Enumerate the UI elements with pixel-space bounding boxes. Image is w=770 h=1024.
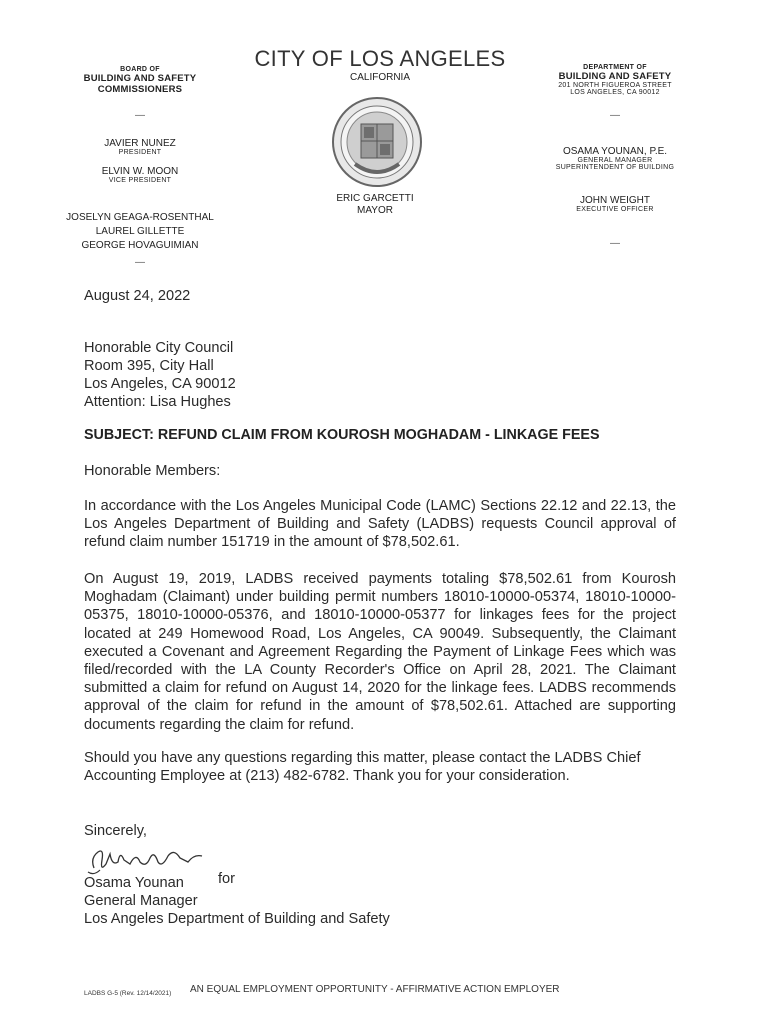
equal-opportunity-statement: AN EQUAL EMPLOYMENT OPPORTUNITY - AFFIRMATIVE ACTION EMPLOYER xyxy=(190,984,560,995)
gm-title: SUPERINTENDENT OF BUILDING xyxy=(555,164,675,171)
address-line: Los Angeles, CA 90012 xyxy=(84,376,236,392)
salutation: Honorable Members: xyxy=(84,463,221,479)
city-seal xyxy=(331,96,423,188)
dept-line2: BUILDING AND SAFETY xyxy=(558,71,672,82)
address-line: Attention: Lisa Hughes xyxy=(84,394,231,410)
paragraph-1: In accordance with the Los Angeles Municipal Code (LAMC) Sections 22.12 and 22.13, the Los Angeles Department of Building and Safety (LADBS) requests Council approval of refund claim number 151719 in the amount of $78,502.61. xyxy=(84,498,676,551)
eo-name: JOHN WEIGHT xyxy=(580,195,650,206)
dept-line1: DEPARTMENT OF xyxy=(583,64,647,71)
dept-address: 201 NORTH FIGUEROA STREET xyxy=(558,82,672,89)
paragraph-3: Should you have any questions regarding this matter, please contact the LADBS Chief Accounting Employee at (213) 482-6782. Thank you for your consideration. xyxy=(84,750,641,785)
form-code: LADBS G-5 (Rev. 12/14/2021) xyxy=(84,990,172,997)
member-name: JAVIER NUNEZ xyxy=(104,138,176,149)
signer-for: for xyxy=(218,871,236,887)
member-name: GEORGE HOVAGUIMIAN xyxy=(81,240,199,251)
mayor-title: MAYOR xyxy=(357,205,393,216)
executive-officer-block xyxy=(535,195,695,213)
department-block xyxy=(535,64,695,96)
signer-organization: Los Angeles Department of Building and Safety xyxy=(84,911,390,927)
board-line1: BOARD OF xyxy=(120,66,160,73)
closing: Sincerely, xyxy=(84,823,147,839)
signer-title: General Manager xyxy=(84,893,198,909)
address-line: Room 395, City Hall xyxy=(84,358,214,374)
letter-date: August 24, 2022 xyxy=(84,288,191,304)
divider-dash: — xyxy=(135,257,145,268)
gm-name: OSAMA YOUNAN, P.E. xyxy=(562,146,668,157)
paragraph-2: On August 19, 2019, LADBS received payments totaling $78,502.61 from Kourosh Moghadam (Claimant) under building permit numbers 18010-10000-05374, 18010-10000-05375, 18010-10000-05376, and 18010-10000-05377 for linkages fees for the project located at 249 Homewood Road, Los Angeles, CA 90049. Subsequently, the Claimant executed a Covenant and Agreement Regarding the Payment of Linkage Fees which was filed/recorded with the LA County Recorder's Office on April 28, 2021. The Claimant submitted a claim for refund on August 14, 2020 for the linkage fees. LADBS recommends approval of the claim for refund in the amount of $78,502.61. Attached are supporting documents regarding the claim for refund. xyxy=(84,571,676,733)
signer-name: Osama Younan xyxy=(84,875,184,891)
board-block xyxy=(50,66,230,95)
subject-line: SUBJECT: REFUND CLAIM FROM KOUROSH MOGHADAM - LINKAGE FEES xyxy=(84,427,600,443)
board-line2: BUILDING AND SAFETY xyxy=(83,73,197,84)
member-title: PRESIDENT xyxy=(118,149,162,156)
address-line: Honorable City Council xyxy=(84,340,234,356)
general-manager-block xyxy=(535,146,695,171)
member-title: VICE PRESIDENT xyxy=(108,177,172,184)
board-members-other xyxy=(30,211,250,253)
mayor-name: ERIC GARCETTI xyxy=(336,193,414,204)
member-name: LAUREL GILLETTE xyxy=(95,226,185,237)
gm-title: GENERAL MANAGER xyxy=(577,157,653,164)
handwritten-signature xyxy=(84,838,214,878)
board-members xyxy=(50,138,230,184)
divider-dash: — xyxy=(135,110,145,121)
eo-title: EXECUTIVE OFFICER xyxy=(576,206,654,213)
divider-dash: — xyxy=(610,110,620,121)
member-name: JOSELYN GEAGA-ROSENTHAL xyxy=(66,212,214,223)
recipient-address xyxy=(84,339,236,411)
state-label: CALIFORNIA xyxy=(349,72,410,83)
city-title: CITY OF LOS ANGELES xyxy=(254,46,506,71)
member-name: ELVIN W. MOON xyxy=(101,166,179,177)
dept-address: LOS ANGELES, CA 90012 xyxy=(570,89,660,96)
divider-dash: — xyxy=(610,238,620,249)
board-line3: COMMISSIONERS xyxy=(97,84,183,95)
